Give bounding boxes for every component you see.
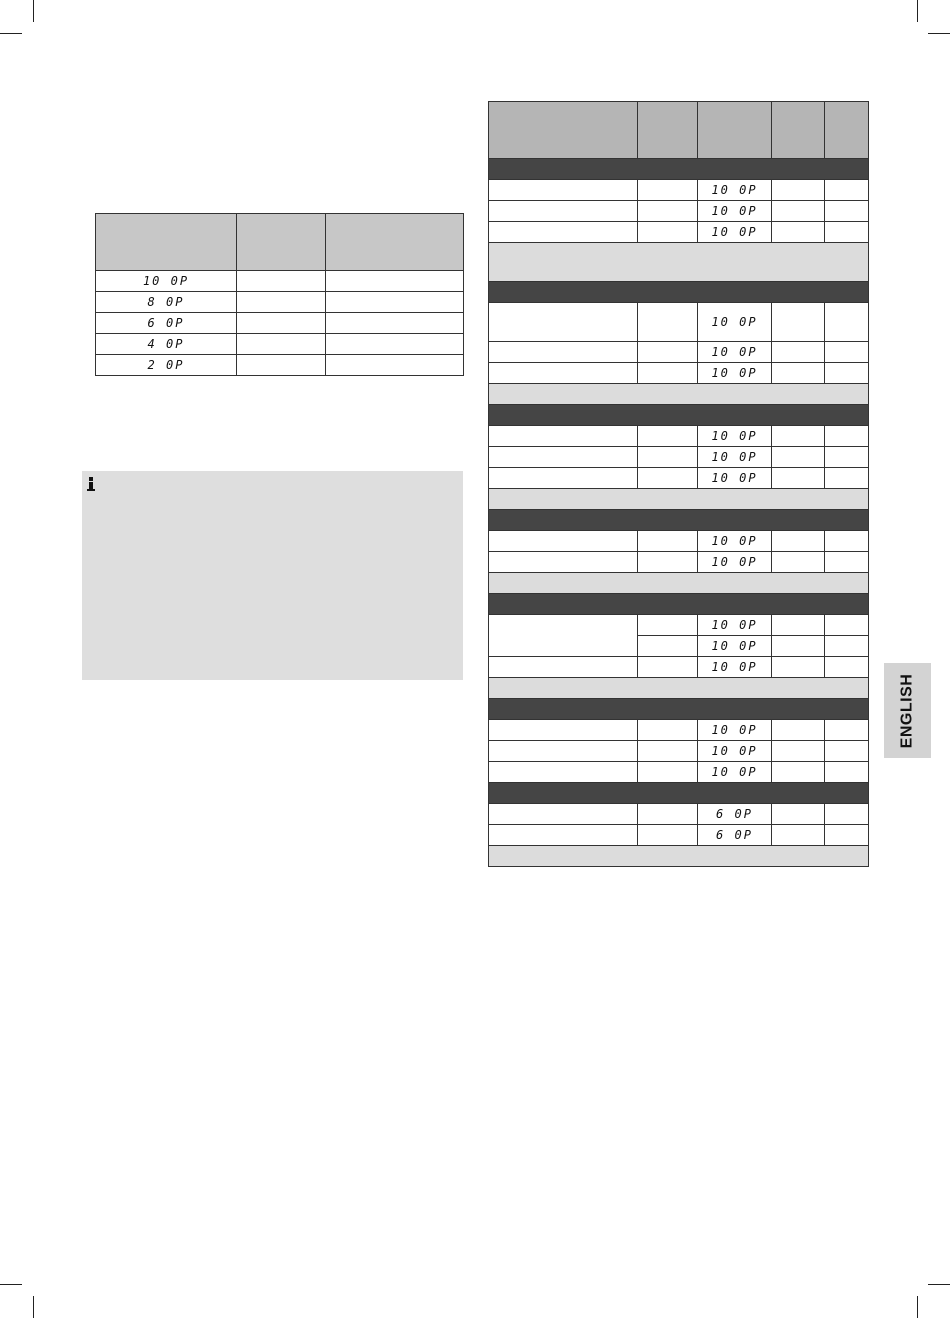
info-icon xyxy=(87,477,95,491)
power-display: 10 0P xyxy=(711,534,758,548)
table-row xyxy=(489,741,869,762)
program-table xyxy=(488,101,869,867)
power-display: 10 0P xyxy=(711,618,758,632)
table-row xyxy=(489,180,869,201)
category-row xyxy=(489,159,869,180)
power-display: 10 0P xyxy=(711,639,758,653)
crop-mark xyxy=(928,1284,950,1285)
crop-mark xyxy=(0,1284,22,1285)
language-label: ENGLISH xyxy=(898,673,916,748)
table-row xyxy=(489,303,869,342)
power-level-table xyxy=(95,213,464,376)
power-display: 10 0P xyxy=(711,723,758,737)
power-display: 10 0P xyxy=(142,274,190,288)
table-row xyxy=(489,804,869,825)
table-row xyxy=(489,552,869,573)
table-row xyxy=(489,426,869,447)
table-row xyxy=(96,313,464,334)
power-display: 10 0P xyxy=(711,225,758,239)
power-display: 10 0P xyxy=(711,183,758,197)
category-row xyxy=(489,282,869,303)
power-display: 10 0P xyxy=(711,450,758,464)
table-row xyxy=(96,334,464,355)
table-row xyxy=(489,657,869,678)
category-row xyxy=(489,699,869,720)
note-row xyxy=(489,573,869,594)
table-row xyxy=(489,201,869,222)
crop-mark xyxy=(0,33,22,34)
note-row xyxy=(489,384,869,405)
power-display: 2 0P xyxy=(147,358,185,372)
note-row xyxy=(489,243,869,282)
power-display: 4 0P xyxy=(147,337,185,351)
power-display: 6 0P xyxy=(716,828,753,842)
table-row xyxy=(489,468,869,489)
note-row xyxy=(489,846,869,867)
power-display: 6 0P xyxy=(147,316,185,330)
table-header-row xyxy=(489,102,869,159)
power-display: 10 0P xyxy=(711,471,758,485)
power-display: 10 0P xyxy=(711,555,758,569)
power-display: 10 0P xyxy=(711,765,758,779)
category-row xyxy=(489,783,869,804)
language-tab xyxy=(884,663,931,758)
crop-mark xyxy=(917,0,918,22)
table-row xyxy=(489,762,869,783)
table-row xyxy=(489,447,869,468)
table-row xyxy=(489,222,869,243)
table-row xyxy=(489,615,869,636)
table-row xyxy=(489,363,869,384)
table-row xyxy=(489,720,869,741)
table-row xyxy=(96,355,464,376)
note-row xyxy=(489,678,869,699)
table-header-row xyxy=(96,214,464,271)
power-display: 10 0P xyxy=(711,315,758,329)
note-row xyxy=(489,489,869,510)
power-display: 10 0P xyxy=(711,429,758,443)
table-row xyxy=(489,825,869,846)
power-display: 10 0P xyxy=(711,744,758,758)
crop-mark xyxy=(33,0,34,22)
power-display: 10 0P xyxy=(711,660,758,674)
power-display: 8 0P xyxy=(147,295,185,309)
crop-mark xyxy=(33,1296,34,1318)
table-row xyxy=(96,271,464,292)
table-row xyxy=(489,342,869,363)
crop-mark xyxy=(928,33,950,34)
category-row xyxy=(489,510,869,531)
category-row xyxy=(489,405,869,426)
info-note-box xyxy=(82,471,463,680)
table-row xyxy=(96,292,464,313)
power-display: 6 0P xyxy=(716,807,753,821)
crop-mark xyxy=(917,1296,918,1318)
category-row xyxy=(489,594,869,615)
power-display: 10 0P xyxy=(711,366,758,380)
power-display: 10 0P xyxy=(711,204,758,218)
power-display: 10 0P xyxy=(711,345,758,359)
table-row xyxy=(489,531,869,552)
